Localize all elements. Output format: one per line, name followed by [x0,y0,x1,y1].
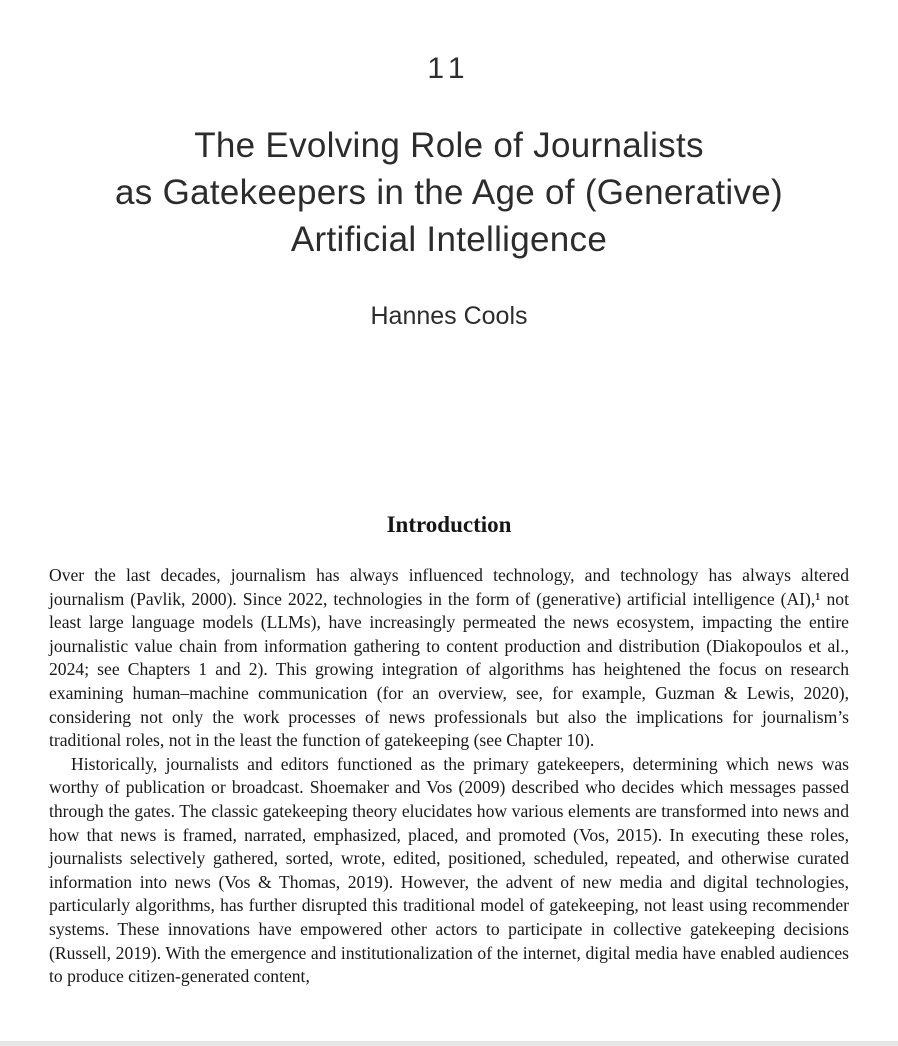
paragraph-intro-2: Historically, journalists and editors functioned as the primary gatekeepers, determining which news was worthy of publication or broadcast. Shoemaker and Vos (2009) described who decides which messages passed through the gates. The classic gatekeeping theory elucidates how various elements are transformed into news and how that news is framed, narrated, emphasized, placed, and promoted (Vos, 2015). In executing these roles, journalists selectively gathered, sorted, wrote, edited, positioned, scheduled, repeated, and otherwise curated information into news (Vos & Thomas, 2019). However, the advent of new media and digital technologies, particularly algorithms, has further disrupted this traditional model of gatekeeping, not least using recommender systems. These innovations have empowered other actors to participate in collective gatekeeping decisions (Russell, 2019). With the emergence and institutionalization of the internet, digital media have enabled audiences to produce citizen-generated content, [49,753,849,987]
chapter-title-line-2: as Gatekeepers in the Age of (Generative) [115,173,783,212]
body-text [49,564,849,989]
chapter-title-line-3: Artificial Intelligence [290,220,608,259]
chapter-title [0,122,898,263]
author-name: Hannes Cools [370,302,528,330]
chapter-number: 11 [427,52,471,85]
paragraph-intro-1: Over the last decades, journalism has always influenced technology, and technology has always altered journalism (Pavlik, 2000). Since 2022, technologies in the form of (generative) artificial intelligence (AI),¹ not least large language models (LLMs), have increasingly permeated the news ecosystem, impacting the entire journalistic value chain from information gathering to content production and distribution (Diakopoulos et al., 2024; see Chapters 1 and 2). This growing integration of algorithms has heightened the focus on research examining human–machine communication (for an overview, see, for example, Guzman & Lewis, 2020), considering not only the work processes of news professionals but also the implications for journalism’s traditional roles, not in the least the function of gatekeeping (see Chapter 10). [49,565,849,751]
page-bottom-edge [0,1041,898,1046]
chapter-title-line-1: The Evolving Role of Journalists [194,126,704,165]
section-heading: Introduction [386,512,512,537]
